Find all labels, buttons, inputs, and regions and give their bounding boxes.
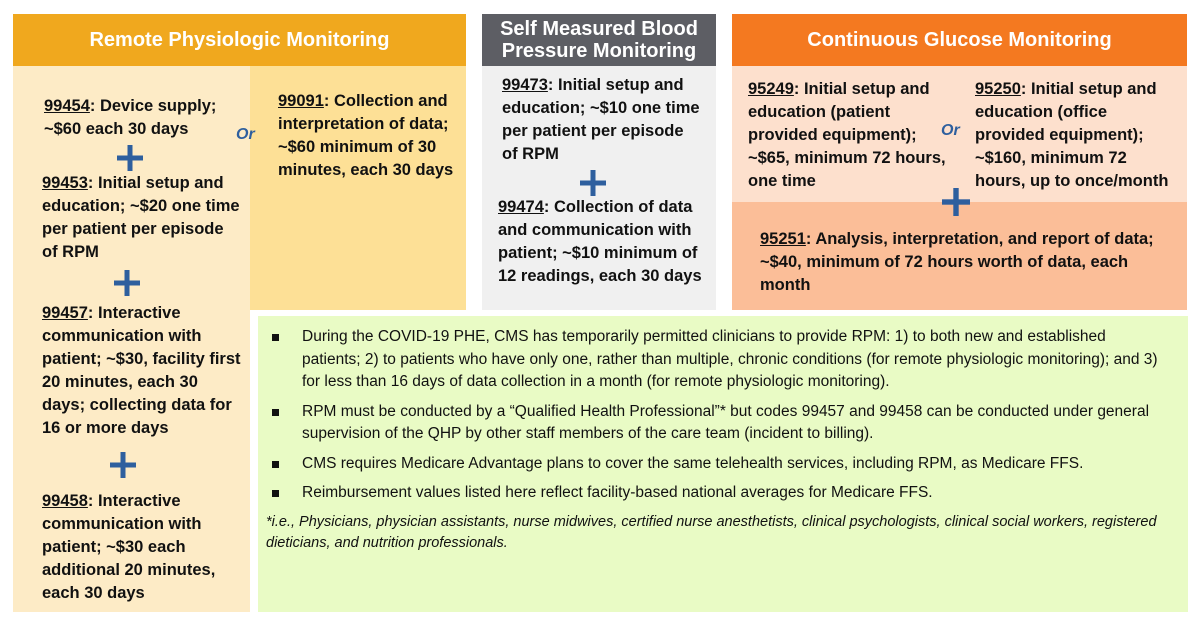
rpm-item-99453 bbox=[42, 172, 242, 264]
bullet-square-icon bbox=[272, 461, 279, 468]
plus-icon bbox=[117, 145, 143, 171]
rpm-or-label: Or bbox=[236, 126, 255, 143]
desc-95251: : Analysis, interpretation, and report of data; ~$40, minimum of 72 hours worth of data, each month bbox=[760, 230, 1154, 294]
plus-icon bbox=[942, 188, 970, 216]
note-text: Reimbursement values listed here reflect facility-based national averages for Medicare FFS. bbox=[302, 484, 933, 501]
desc-99454: : Device supply; ~$60 each 30 days bbox=[44, 97, 217, 138]
rpm-item-99454 bbox=[44, 95, 244, 141]
note-text: CMS requires Medicare Advantage plans to cover the same telehealth services, including RPM, as Medicare FFS. bbox=[302, 454, 1084, 472]
rpm-alt-99091 bbox=[278, 90, 462, 182]
desc-99474: : Collection of data and communication with patient; ~$10 minimum of 12 readings, each 30 days bbox=[498, 198, 702, 285]
smbp-item-99473 bbox=[502, 74, 702, 166]
bullet-square-icon bbox=[272, 334, 279, 341]
code-99457: 99457 bbox=[42, 304, 88, 322]
desc-95250: : Initial setup and education (office provided equipment); ~$160, minimum 72 hours, up to once/month bbox=[975, 80, 1169, 190]
code-95251: 95251 bbox=[760, 230, 806, 248]
rpm-header bbox=[13, 14, 466, 66]
smbp-header bbox=[482, 14, 716, 66]
cgm-item-95249 bbox=[748, 78, 948, 193]
cgm-item-95251 bbox=[760, 228, 1160, 297]
bullet-square-icon bbox=[272, 409, 279, 416]
code-99454: 99454 bbox=[44, 97, 90, 115]
code-99474: 99474 bbox=[498, 198, 544, 216]
notes-panel bbox=[258, 316, 1188, 612]
plus-icon bbox=[114, 270, 140, 296]
cgm-item-95250 bbox=[975, 78, 1180, 193]
note-text: During the COVID-19 PHE, CMS has temporarily permitted clinicians to provide RPM: 1) to both new and established patients; 2) to patients who have only one, rather than multiple, chronic conditions (for remote physiologic monitoring); and 3) for less than 16 days of data collection in a month (for remote physiologic monitoring). bbox=[302, 328, 1158, 390]
smbp-item-99474 bbox=[498, 196, 712, 288]
desc-99473: : Initial setup and education; ~$10 one time per patient per episode of RPM bbox=[502, 76, 700, 163]
desc-99457: : Interactive communication with patient; ~$30, facility first 20 minutes, each 30 days; collecting data for 16 or more days bbox=[42, 304, 241, 437]
code-99091: 99091 bbox=[278, 92, 324, 110]
code-95249: 95249 bbox=[748, 80, 794, 98]
cgm-header bbox=[732, 14, 1187, 66]
note-item bbox=[258, 326, 1166, 394]
desc-95249: : Initial setup and education (patient provided equipment); ~$65, minimum 72 hours, one time bbox=[748, 80, 946, 190]
rpm-item-99457 bbox=[42, 302, 242, 440]
note-item bbox=[258, 401, 1166, 446]
plus-icon bbox=[580, 170, 606, 196]
desc-99091: : Collection and interpretation of data; ~$60 minimum of 30 minutes, each 30 days bbox=[278, 92, 454, 179]
plus-icon bbox=[110, 452, 136, 478]
desc-99453: : Initial setup and education; ~$20 one time per patient per episode of RPM bbox=[42, 174, 240, 261]
footnote: *i.e., Physicians, physician assistants, nurse midwives, certified nurse anesthetists, clinical psychologists, clinical social workers, registered dieticians, and nutrition professionals. bbox=[266, 513, 1157, 551]
note-text: RPM must be conducted by a “Qualified Health Professional”* but codes 99457 and 99458 can be conducted under general supervision of the QHP by other staff members of the care team (incident to billing). bbox=[302, 402, 1150, 442]
cgm-or-label: Or bbox=[941, 122, 960, 139]
code-99453: 99453 bbox=[42, 174, 88, 192]
code-99473: 99473 bbox=[502, 76, 548, 94]
code-95250: 95250 bbox=[975, 80, 1021, 98]
note-item bbox=[258, 453, 1166, 476]
note-item bbox=[258, 482, 1166, 505]
notes-list bbox=[258, 326, 1166, 505]
smbp-title: Self Measured Blood Pressure Monitoring bbox=[500, 18, 698, 62]
rpm-item-99458 bbox=[42, 490, 242, 605]
cgm-title: Continuous Glucose Monitoring bbox=[807, 29, 1112, 51]
bullet-square-icon bbox=[272, 490, 279, 497]
code-99458: 99458 bbox=[42, 492, 88, 510]
desc-99458: : Interactive communication with patient; ~$30 each additional 20 minutes, each 30 days bbox=[42, 492, 216, 602]
rpm-title: Remote Physiologic Monitoring bbox=[89, 29, 390, 51]
